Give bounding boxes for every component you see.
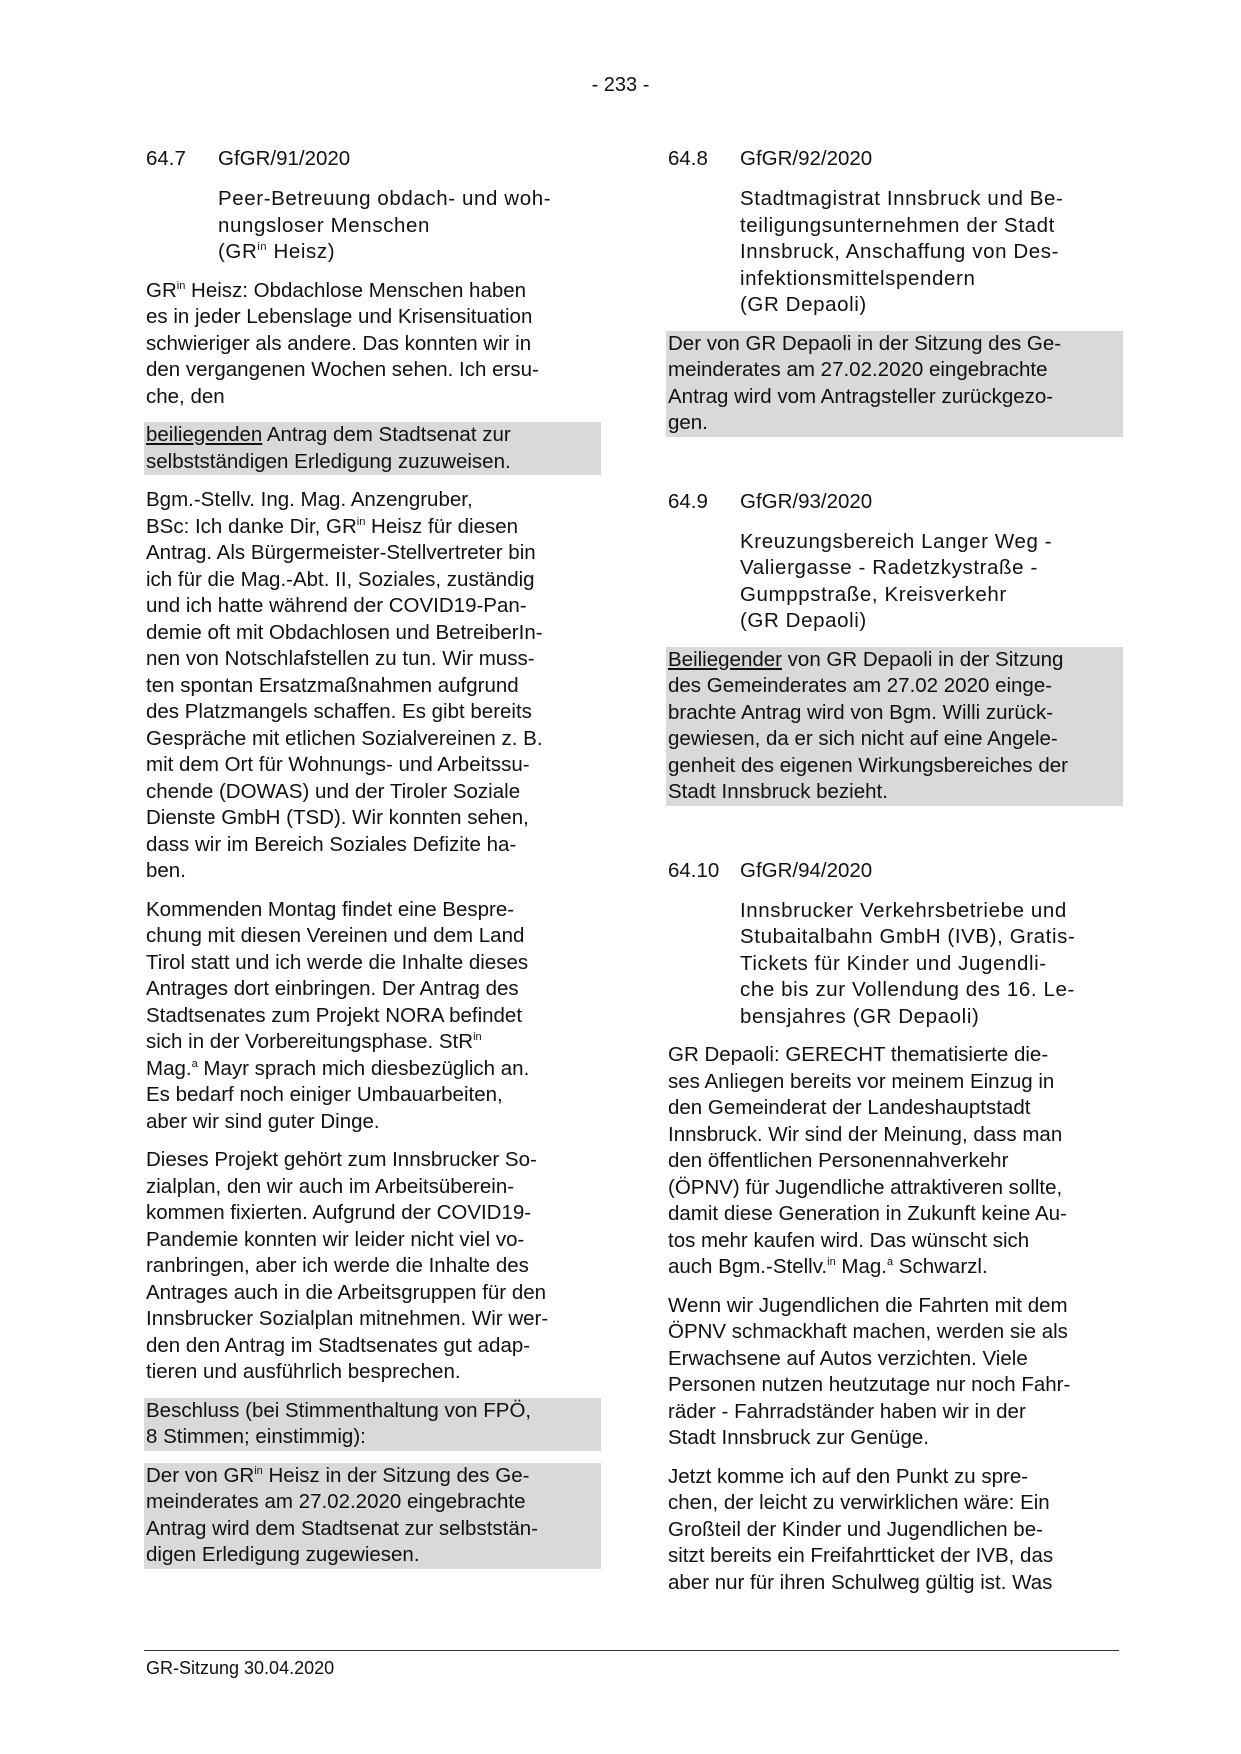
withdrawal-box: Der von GR Depaoli in der Sitzung des Ge- meinderates am 27.02.2020 eingebrachte Antrag wird vom Antragsteller zurückgezo- gen. (666, 331, 1123, 437)
rejection-box: Beiliegender von GR Depaoli in der Sitzung des Gemeinderates am 27.02 2020 einge- brachte Antrag wird von Bgm. Willi zurück- gewiesen, da er sich nicht auf eine Angele- genheit des eigenen Wirkungsbereiches der Stadt Innsbruck bezieht. (666, 647, 1123, 806)
speech-anzengruber: Bgm.-Stellv. Ing. Mag. Anzengruber, BSc: Ich danke Dir, $GR^{in}$ Heisz für diesen Antrag. Als Bürgermeister-Stellvertreter bin ich für die Mag.-Abt. II, Soziales, zuständig und ich hatte während der COVID19-Pan- demie oft mit Obdachlosen und BetreiberIn- nen von Notschlafstellen zu tun. Wir muss- ten spontan Ersatzmaßnahmen aufgrund des Platzmangels schaffen. Es gibt bereits Gespräche mit etlichen Sozialvereinen z. B. mit dem Ort für Wohnungs- und Arbeitssu- chende (DOWAS) und der Tiroler Soziale Dienste GmbH (TSD). Wir konnten sehen, dass wir im Bereich Soziales Defizite ha- ben. (146, 488, 543, 882)
item-number: 64.8 (668, 147, 708, 170)
agenda-item-64-8-title: Stadtmagistrat Innsbruck und Be- teiligungsunternehmen der Stadt Innsbruck, Anschaffung von Des- infektionsmittelspendern (GR Depaoli) (740, 187, 1064, 316)
agenda-item-64-7-title (218, 186, 601, 266)
agenda-item-64-10-header (668, 858, 1123, 884)
left-column (146, 146, 601, 1581)
item-number: 64.7 (146, 147, 186, 170)
agenda-item-64-10-title: Innsbrucker Verkehrsbetriebe und Stubaitalbahn GmbH (IVB), Gratis- Tickets für Kinder und Jugendli- che bis zur Vollendung des 16. Le- bensjahres (GR Depaoli) (740, 898, 1076, 1028)
page-number: - 233 - (591, 74, 650, 96)
agenda-item-64-8-header (668, 146, 1123, 172)
speech-heisz: $GR^{in}$ Heisz: Obdachlose Menschen haben es in jeder Lebenslage und Krisensituation schwieriger als andere. Das konnten wir in den vergangenen Wochen sehen. Ich ersu- che, den (146, 278, 539, 408)
footer-session-date: GR-Sitzung 30.04.2020 (146, 1658, 335, 1678)
speech-paragraph: Wenn wir Jugendlichen die Fahrten mit dem ÖPNV schmackhaft machen, werden sie als Erwachsene auf Autos verzichten. Viele Personen nutzen heutzutage nur noch Fahr- räder - Fahrradständer haben wir in der Stadt Innsbruck zur Genüge. (668, 1293, 1071, 1449)
attachment-link-text: Beiliegender (668, 647, 782, 671)
resolution-text-box: Der von $GR^{in}$ Heisz in der Sitzung des Ge- meinderates am 27.02.2020 eingebrachte Antrag wird dem Stadtsenat zur selbststän- digen Erledigung zugewiesen. (144, 1463, 601, 1569)
speech-paragraph: Dieses Projekt gehört zum Innsbrucker So- zialplan, den wir auch im Arbeitsüberein- kommen fixierten. Aufgrund der COVID19- Pandemie konnten wir leider nicht viel vo- ranbringen, aber ich werde die Inhalte des Antrages auch in die Arbeitsgruppen für den Innsbrucker Sozialplan mitnehmen. Wir wer- den den Antrag im Stadtsenates gut adap- tieren und ausführlich besprechen. (146, 1148, 549, 1383)
item-code: GfGR/94/2020 (740, 858, 873, 882)
motion-request-box: beiliegenden Antrag dem Stadtsenat zur selbstständigen Erledigung zuzuweisen. (144, 422, 601, 475)
agenda-item-64-7-header (146, 146, 601, 172)
item-code: GfGR/91/2020 (218, 147, 351, 170)
speech-depaoli: GR Depaoli: GERECHT thematisierte die- ses Anliegen bereits vor meinem Einzug in den Gemeinderat der Landeshauptstadt Innsbruck. Wir sind der Meinung, dass man den öffentlichen Personennahverkehr (ÖPNV) für Jugendliche attraktiveren sollte, damit diese Generation in Zukunft keine Au- tos mehr kaufen wird. Das wünscht sich auch Bgm.-Stellv.$^{in}$ Mag.$^a$ Schwarzl. (668, 1043, 1067, 1278)
title-line: Peer-Betreuung obdach- und woh- (218, 187, 552, 210)
agenda-item-64-9-header (668, 489, 1123, 515)
speech-paragraph: Kommenden Montag findet eine Bespre- chung mit diesen Vereinen und dem Land Tirol statt und ich werde die Inhalte dieses Antrages dort einbringen. Der Antrag des Stadtsenates zum Projekt NORA befindet sich in der Vorbereitungsphase. StR$^{in}$ Mag.$^a$ Mayr sprach mich diesbezüglich an. Es bedarf noch einiger Umbauarbeiten, aber wir sind guter Dinge. (146, 897, 530, 1133)
right-column (668, 146, 1123, 1608)
speech-paragraph: Jetzt komme ich auf den Punkt zu spre- chen, der leicht zu verwirklichen wäre: Ein Großteil der Kinder und Jugendlichen be- sitzt bereits ein Freifahrtticket der IVB, das aber nur für ihren Schulweg gültig ist. Was (668, 1464, 1054, 1594)
item-code: GfGR/92/2020 (740, 147, 873, 170)
agenda-item-64-9-title: Kreuzungsbereich Langer Weg - Valiergasse - Radetzkystraße - Gumppstraße, Kreisverkehr (GR Depaoli) (740, 529, 1053, 632)
title-line: ($GR^{in}$ Heisz) (218, 240, 336, 263)
item-number: 64.9 (668, 489, 708, 513)
attachment-link-text: beiliegenden (146, 423, 263, 446)
item-number: 64.10 (668, 858, 720, 882)
resolution-box: Beschluss (bei Stimmenthaltung von FPÖ, 8 Stimmen; einstimmig): (144, 1398, 601, 1451)
item-code: GfGR/93/2020 (740, 489, 873, 513)
title-line: nungsloser Menschen (218, 213, 430, 237)
footer-divider (144, 1650, 1119, 1651)
